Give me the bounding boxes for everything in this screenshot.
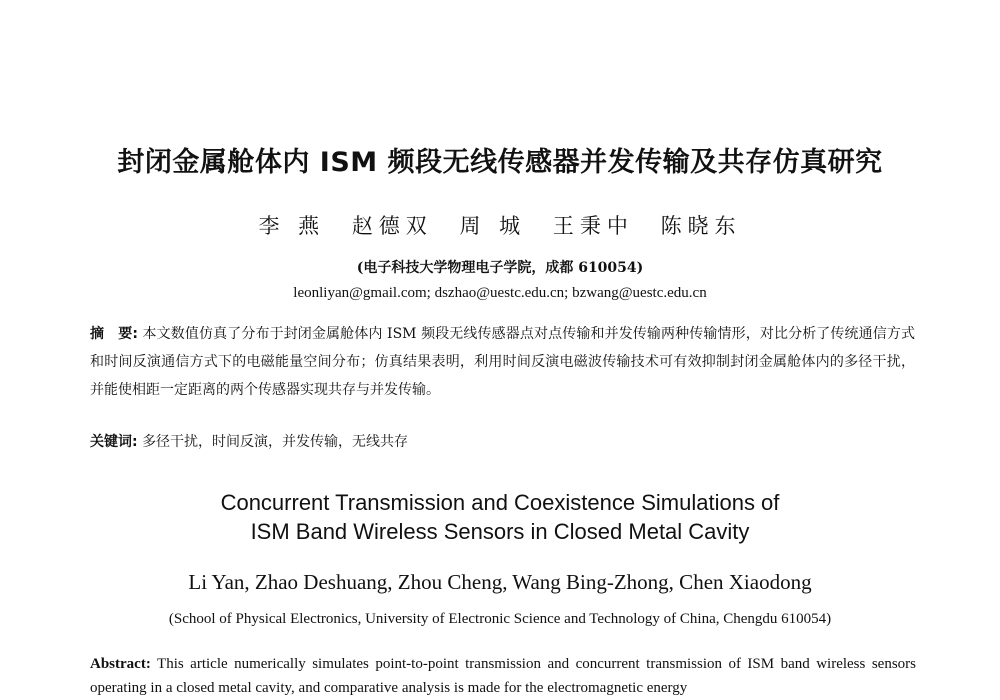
english-abstract-label: Abstract: [90,656,151,672]
chinese-keywords [90,430,915,454]
chinese-abstract-label: 摘 要: [90,326,138,342]
english-title [0,488,1000,546]
chinese-abstract-text: 本文数值仿真了分布于封闭金属舱体内 ISM 频段无线传感器点对点传输和并发传输两种传输情形，对比分析了传统通信方式和时间反演通信方式下的电磁能量空间分布；仿真结果表明，利用时间反演电磁波传输技术可有效抑制封闭金属舱体内的多径干扰，并能使相距一定距离的两个传感器实现共存与并发传输。 [90,326,916,398]
chinese-author: 周 城 [459,214,527,238]
chinese-keywords-label: 关键词: [90,434,138,450]
chinese-affiliation: (电子科技大学物理电子学院，成都 610054) [356,260,644,276]
chinese-keywords-text: 多径干扰，时间反演，并发传输，无线共存 [142,434,409,450]
english-title-line: Concurrent Transmission and Coexistence Simulations of [220,490,780,515]
author-emails: leonliyan@gmail.com; dszhao@uestc.edu.cn; bzwang@uestc.edu.cn [293,285,707,301]
chinese-author: 李 燕 [258,214,326,238]
chinese-author: 王秉中 [552,214,634,238]
chinese-abstract [90,320,915,404]
english-affiliation: (School of Physical Electronics, University of Electronic Science and Technology of China, Chengdu 610054) [168,611,832,627]
chinese-author-list [0,210,1000,240]
english-author-list: Li Yan, Zhao Deshuang, Zhou Cheng, Wang Bing-Zhong, Chen Xiaodong [188,570,812,594]
chinese-author: 赵德双 [351,214,433,238]
chinese-author: 陈晓东 [660,214,742,238]
english-abstract [90,652,916,700]
english-title-line: ISM Band Wireless Sensors in Closed Metal Cavity [250,519,750,544]
english-abstract-text: This article numerically simulates point-to-point transmission and concurrent transmission of ISM band wireless sensors operating in a closed metal cavity, and comparative analysis is made for the electromagnetic energy [90,656,916,696]
chinese-title: 封闭金属舱体内 ISM 频段无线传感器并发传输及共存仿真研究 [117,147,883,178]
